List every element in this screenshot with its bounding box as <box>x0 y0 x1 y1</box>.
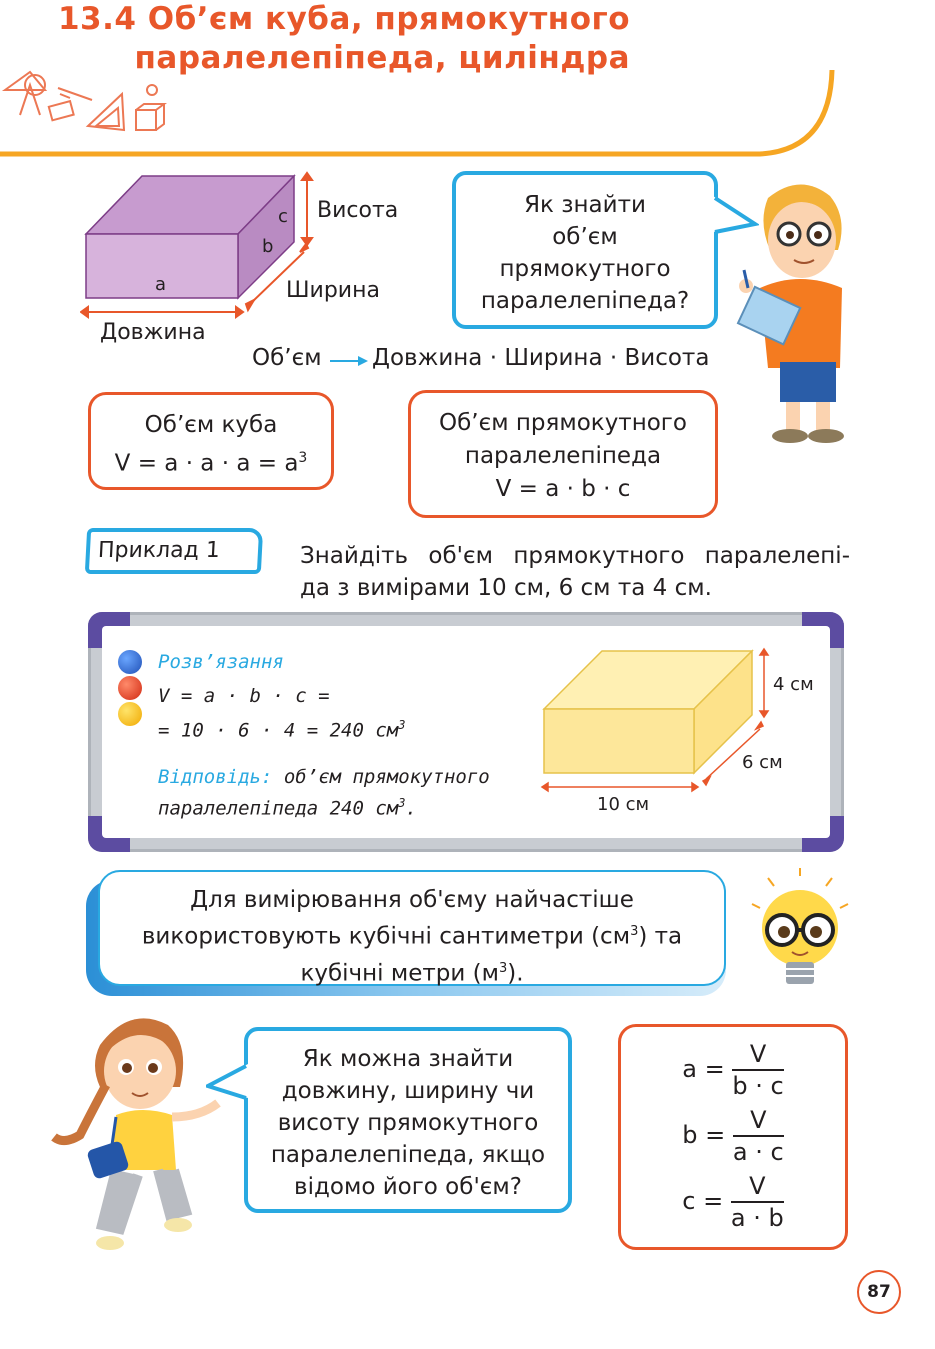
bubble-line: відомо його об'єм? <box>294 1174 522 1200</box>
formula-lhs: a = <box>682 1055 725 1083</box>
info-line-1: Для вимірювання об'єму найчастіше <box>190 887 634 913</box>
girl-illustration <box>50 1005 230 1265</box>
formula-a <box>621 1039 845 1101</box>
red-magnet-icon <box>118 676 142 700</box>
bubble-line: довжину, ширину чи <box>281 1078 535 1104</box>
solution-line-2 <box>158 718 405 741</box>
title-line-2: паралелепіпеда, циліндра <box>134 40 630 76</box>
bubble-line: прямокутного <box>499 256 671 282</box>
fraction-numerator: V <box>733 1105 784 1137</box>
header-decoration <box>0 60 860 160</box>
example-tag-text: Приклад 1 <box>97 538 221 563</box>
bubble-line: Як можна знайти <box>302 1046 514 1072</box>
boy-speech-bubble <box>452 171 718 329</box>
title-line-1: 13.4 Об’єм куба, прямокутного <box>57 1 630 37</box>
answer-end: . <box>405 797 417 820</box>
solution-line-1: V = a · b · c = <box>158 685 330 707</box>
page-number-text: 87 <box>867 1282 891 1302</box>
bubble-line: паралелепіпеда? <box>480 288 690 314</box>
formula-c <box>621 1171 845 1233</box>
answer-line-2 <box>158 796 417 819</box>
info-line-2a: використовують кубічні сантиметри (см <box>141 923 631 950</box>
task-line-2: да з вимірами 10 см, 6 см та 4 см. <box>300 575 712 601</box>
cube-box-formula <box>91 442 331 481</box>
cube-volume-box <box>88 392 334 490</box>
info-exp-2: 3 <box>498 960 508 976</box>
height-label: Висота <box>317 198 399 223</box>
lightbulb-icon <box>748 866 852 996</box>
prism-box-title-1: Об’єм прямокутного <box>439 410 687 436</box>
fraction-numerator: V <box>732 1039 783 1071</box>
task-line-1: Знайдіть об'єм прямокутного паралелепі- <box>300 543 850 569</box>
info-line-3b: ). <box>507 960 524 987</box>
label-b: b <box>262 236 274 257</box>
fraction-denominator: a · c <box>732 1138 784 1166</box>
dim-width: 6 см <box>742 752 783 773</box>
arrow-right-icon <box>328 354 370 368</box>
rectangular-box-diagram <box>80 170 320 320</box>
yellow-magnet-icon <box>118 702 142 726</box>
formula-lhs: b = <box>682 1121 726 1149</box>
boy-illustration <box>730 178 855 453</box>
width-label: Ширина <box>286 278 380 303</box>
info-line-3 <box>100 953 724 990</box>
fraction-denominator: a · b <box>730 1204 784 1232</box>
prism-box-formula: V = a · b · c <box>495 476 631 502</box>
length-label: Довжина <box>100 320 206 345</box>
answer-text-2: паралелепіпеда 240 см <box>158 797 399 820</box>
solution-heading: Розв’язання <box>158 651 284 673</box>
label-a: a <box>155 274 167 295</box>
formula-lhs: c = <box>682 1187 724 1215</box>
answer-text-1: об’єм прямокутного <box>272 766 490 788</box>
solution-line-2-text: = 10 · 6 · 4 = 240 см <box>158 719 399 742</box>
formulas-box <box>618 1024 848 1250</box>
fraction <box>733 1105 784 1167</box>
solution-exponent: 3 <box>398 718 406 732</box>
info-line-2b: ) та <box>638 923 683 950</box>
girl-speech-bubble <box>244 1027 572 1213</box>
blue-magnet-icon <box>118 650 142 674</box>
dim-length: 10 см <box>597 794 650 815</box>
answer-exponent: 3 <box>398 796 406 810</box>
cube-box-title: Об’єм куба <box>144 412 278 438</box>
bubble-line: висоту прямокутного <box>277 1110 539 1136</box>
prism-volume-box <box>408 390 718 518</box>
bubble-line: об’єм <box>552 224 618 250</box>
bubble-line: Як знайти <box>524 192 646 218</box>
answer-label: Відповідь: <box>158 766 273 788</box>
volume-word: Об’єм <box>252 345 322 371</box>
prism-box-title-2: паралелепіпеда <box>464 443 662 469</box>
label-c: c <box>278 206 288 227</box>
formula-b <box>621 1105 845 1167</box>
info-line-3a: кубічні метри (м <box>300 960 499 987</box>
info-note <box>98 870 726 986</box>
volume-product: Довжина · Ширина · Висота <box>372 345 710 371</box>
dim-height: 4 см <box>773 674 814 695</box>
fraction-numerator: V <box>731 1171 784 1203</box>
bubble-line: паралелепіпеда, якщо <box>270 1142 546 1168</box>
cube-exponent: 3 <box>298 450 308 466</box>
info-exp-1: 3 <box>630 924 639 939</box>
bubble-tail <box>206 1064 250 1104</box>
info-line-2 <box>100 916 724 953</box>
page-number <box>857 1270 901 1314</box>
fraction <box>731 1171 784 1233</box>
answer-line-1 <box>158 766 490 788</box>
example-tag <box>85 528 263 574</box>
example-task <box>300 540 850 604</box>
fraction <box>732 1039 783 1101</box>
yellow-box-diagram <box>538 645 778 800</box>
cube-formula-text: V = a · a · a = a <box>114 450 299 477</box>
fraction-denominator: b · c <box>732 1072 784 1100</box>
